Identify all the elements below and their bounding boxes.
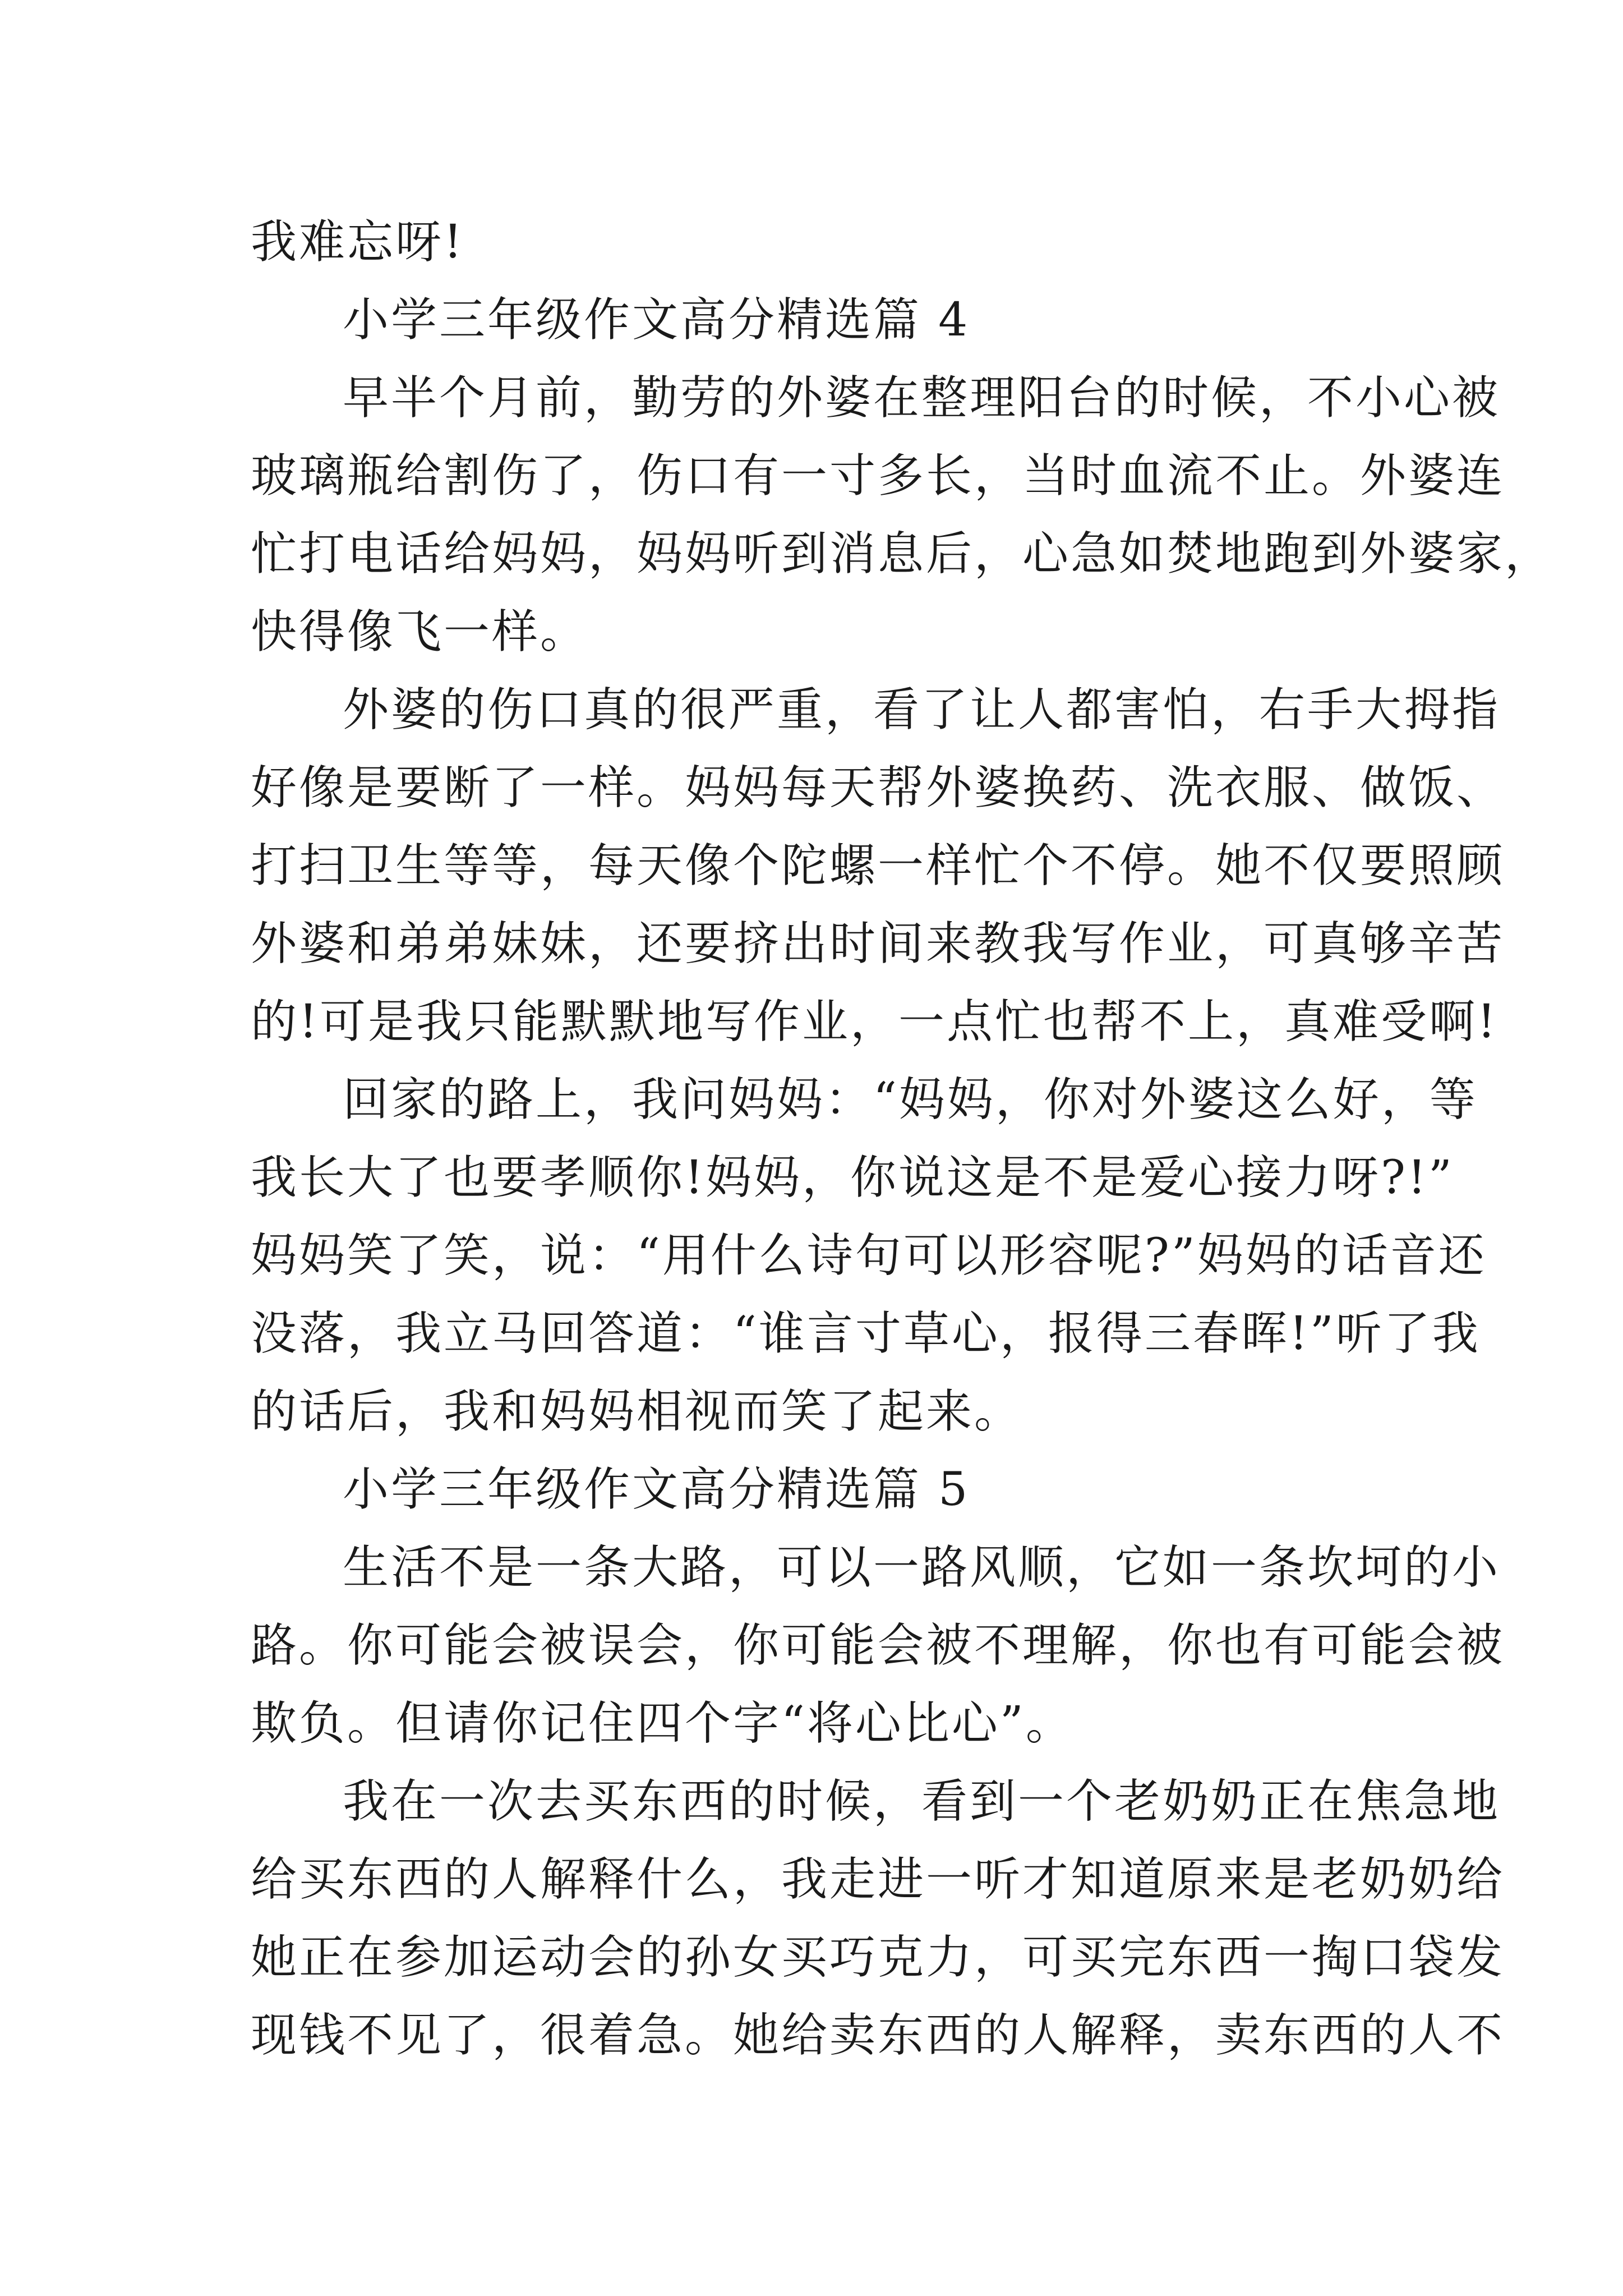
- text-line: 好像是要断了一样。妈妈每天帮外婆换药、洗衣服、做饭、: [251, 761, 1505, 815]
- text-line: 路。你可能会被误会，你可能会被不理解，你也有可能会被: [251, 1619, 1505, 1672]
- section-heading: 小学三年级作文高分精选篇 4: [343, 293, 970, 347]
- text-line: 外婆和弟弟妹妹，还要挤出时间来教我写作业，可真够辛苦: [251, 917, 1505, 970]
- text-line: 我难忘呀!: [251, 215, 464, 269]
- text-line: 快得像飞一样。: [251, 605, 589, 659]
- text-line: 生活不是一条大路，可以一路风顺，它如一条坎坷的小: [343, 1541, 1501, 1594]
- text-line: 外婆的伤口真的很严重，看了让人都害怕，右手大拇指: [343, 683, 1501, 737]
- essay-text: [251, 203, 1553, 2074]
- text-line: 欺负。但请你记住四个字“将心比心”。: [251, 1697, 1074, 1750]
- text-line: 我长大了也要孝顺你!妈妈，你说这是不是爱心接力呀?!”: [251, 1151, 1454, 1204]
- text-line: 早半个月前，勤劳的外婆在整理阳台的时候，不小心被: [343, 371, 1501, 425]
- text-line: 的话后，我和妈妈相视而笑了起来。: [251, 1385, 1023, 1438]
- text-line: 现钱不见了，很着急。她给卖东西的人解释，卖东西的人不: [251, 2009, 1505, 2062]
- text-line: 打扫卫生等等，每天像个陀螺一样忙个不停。她不仅要照顾: [251, 839, 1505, 892]
- text-line: 玻璃瓶给割伤了，伤口有一寸多长，当时血流不止。外婆连: [251, 449, 1505, 503]
- text-line: 她正在参加运动会的孙女买巧克力，可买完东西一掏口袋发: [251, 1931, 1505, 1984]
- text-line: 没落，我立马回答道：“谁言寸草心，报得三春晖!”听了我: [251, 1307, 1481, 1360]
- text-line: 妈妈笑了笑，说：“用什么诗句可以形容呢?”妈妈的话音还: [251, 1229, 1487, 1282]
- section-heading: 小学三年级作文高分精选篇 5: [343, 1463, 970, 1516]
- text-line: 给买东西的人解释什么，我走进一听才知道原来是老奶奶给: [251, 1853, 1505, 1906]
- text-line: 的!可是我只能默默地写作业，一点忙也帮不上，真难受啊!: [251, 995, 1498, 1048]
- text-line: 忙打电话给妈妈，妈妈听到消息后，心急如焚地跑到外婆家，: [251, 527, 1553, 581]
- text-line: 我在一次去买东西的时候，看到一个老奶奶正在焦急地: [343, 1775, 1501, 1828]
- text-line: 回家的路上，我问妈妈：“妈妈，你对外婆这么好，等: [343, 1073, 1478, 1126]
